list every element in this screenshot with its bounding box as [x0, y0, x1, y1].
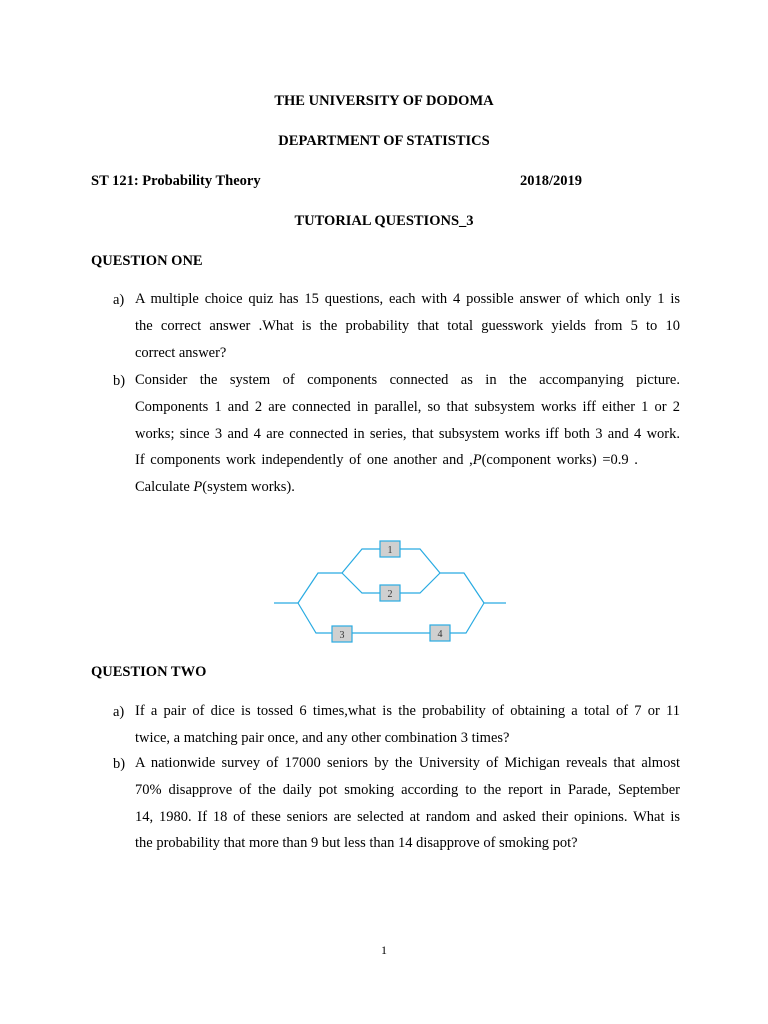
text-line: twice, a matching pair once, and any other combination 3 times?: [135, 729, 510, 746]
text-line: A nationwide survey of 17000 seniors by the University of Michigan reveals that almost: [135, 755, 680, 771]
component-1: [380, 541, 400, 557]
text-fragment: (component works) =0.9 .: [481, 452, 638, 469]
text-line: the probability that more than 9 but less than 14 disapprove of smoking pot?: [135, 835, 578, 852]
probability-symbol: P: [193, 479, 203, 496]
text-line: [135, 447, 680, 474]
component-label: 2: [387, 589, 393, 600]
component-label: 1: [387, 545, 393, 556]
item-marker: a): [113, 292, 125, 308]
text-line: 14, 1980. If 18 of these seniors are selected at random and asked their opinions. What is: [135, 808, 680, 825]
department-title: DEPARTMENT OF STATISTICS: [278, 133, 490, 149]
university-title: THE UNIVERSITY OF DODOMA: [274, 93, 494, 109]
question-two-heading: QUESTION TWO: [91, 664, 207, 680]
item-marker: b): [113, 373, 126, 389]
text-fragment: If components work independently of one another and ,: [135, 452, 473, 469]
text-line: A multiple choice quiz has 15 questions, each with 4 possible answer of which only 1 is: [135, 291, 680, 307]
component-label: 3: [339, 630, 345, 641]
academic-year: 2018/2019: [520, 173, 583, 189]
system-diagram: [270, 535, 510, 647]
text-line: Components 1 and 2 are connected in parallel, so that subsystem works iff either 1 or 2: [135, 398, 680, 415]
component-4: [430, 625, 450, 641]
question-two-part-a-text: [135, 698, 680, 752]
item-marker: b): [113, 756, 126, 772]
probability-symbol: P: [472, 452, 482, 469]
course-title: ST 121: Probability Theory: [91, 173, 261, 189]
item-marker: a): [113, 704, 125, 720]
component-label: 4: [437, 629, 443, 640]
component-3: [332, 626, 352, 642]
question-one-part-a-text: [135, 286, 680, 366]
text-line: correct answer?: [135, 344, 227, 361]
question-one-part-b-text: [135, 367, 680, 501]
page-number: 1: [381, 943, 387, 957]
text-fragment: (system works).: [202, 479, 295, 496]
tutorial-title: TUTORIAL QUESTIONS_3: [294, 213, 474, 229]
text-line: works; since 3 and 4 are connected in series, that subsystem works iff both 3 and 4 work.: [135, 425, 680, 442]
text-fragment: Calculate: [135, 479, 194, 496]
question-two-part-b-text: [135, 750, 680, 857]
text-line: If a pair of dice is tossed 6 times,what is the probability of obtaining a total of 7 or 11: [135, 703, 680, 719]
question-one-heading: QUESTION ONE: [91, 253, 203, 269]
text-line: 70% disapprove of the daily pot smoking according to the report in Parade, September: [135, 781, 680, 798]
text-line: Consider the system of components connected as in the accompanying picture.: [135, 372, 680, 388]
text-line: the correct answer .What is the probability that total guesswork yields from 5 to 10: [135, 317, 680, 334]
component-2: [380, 585, 400, 601]
text-line: [135, 474, 680, 501]
